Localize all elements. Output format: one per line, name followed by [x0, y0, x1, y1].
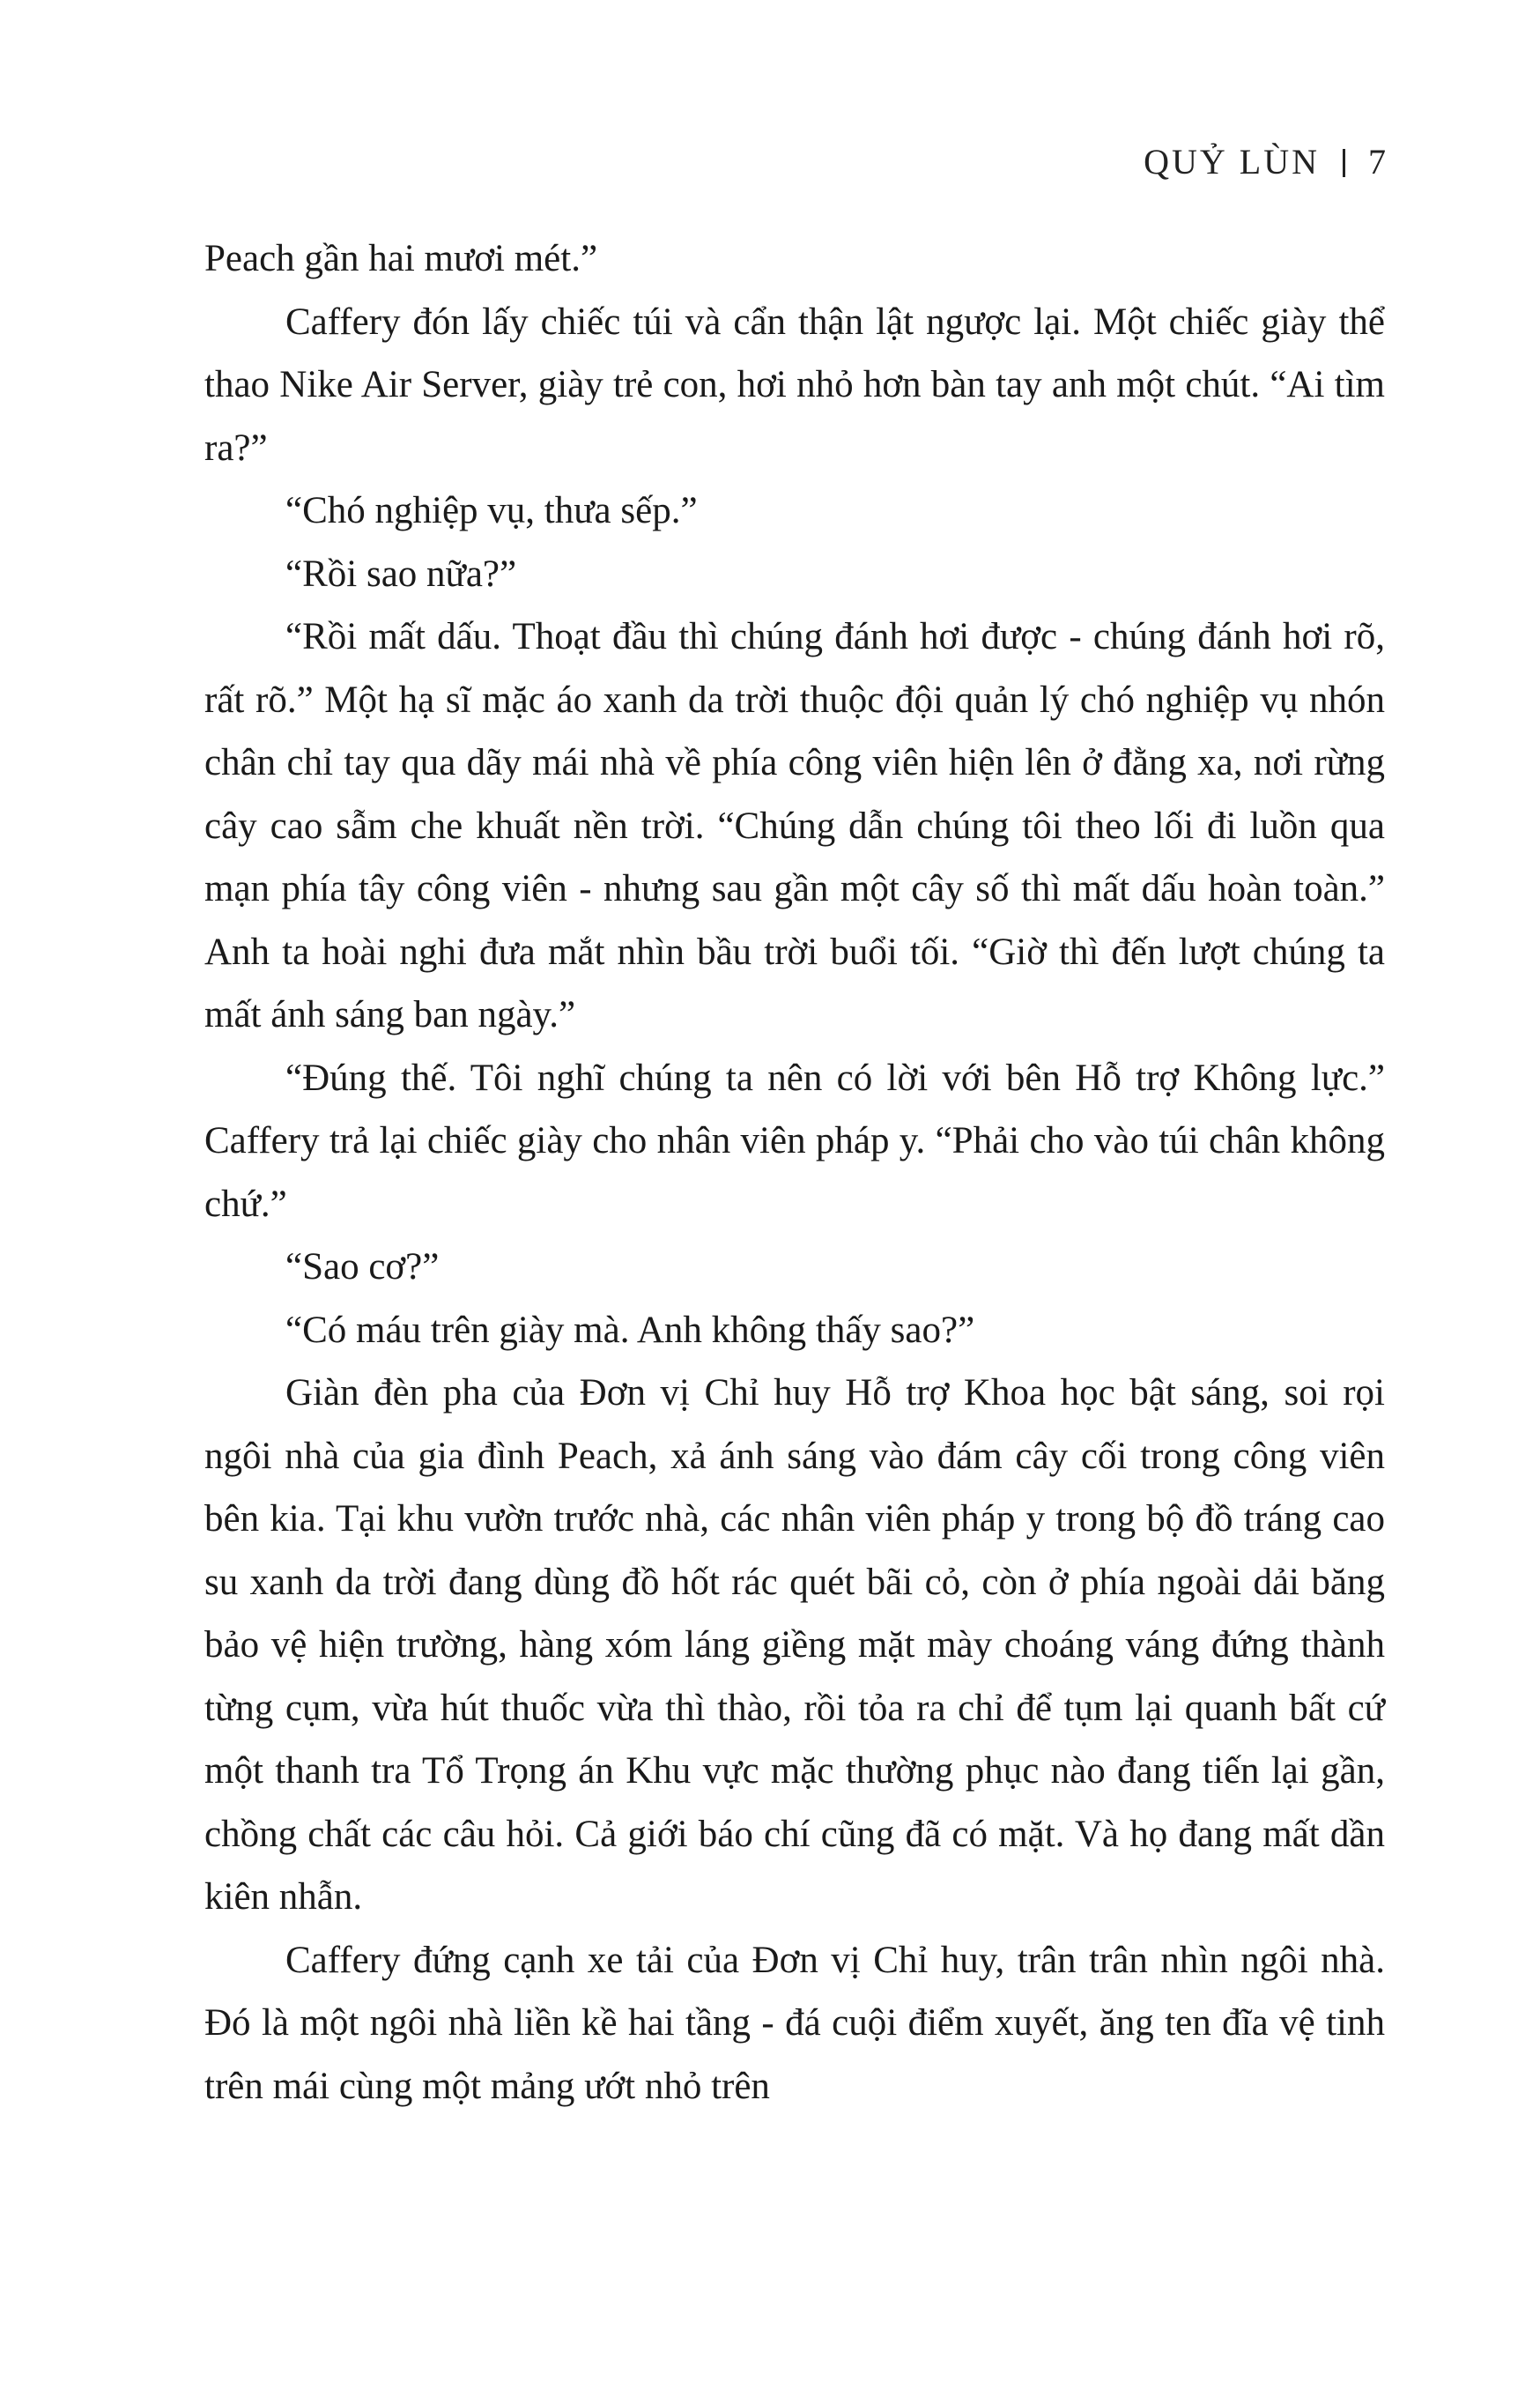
page-number: 7	[1368, 142, 1388, 182]
running-header	[1144, 141, 1388, 182]
header-title: QUỶ LÙN	[1144, 142, 1320, 182]
paragraph: “Rồi sao nữa?”	[285, 553, 517, 595]
header-separator	[1343, 149, 1345, 177]
paragraph: “Đúng thế. Tôi nghĩ chúng ta nên có lời với bên Hỗ trợ Không lực.” Caffery trả lại chiếc giày cho nhân viên pháp y. “Phải cho vào túi chân không chứ.”	[204, 1057, 1385, 1225]
paragraph: “Chó nghiệp vụ, thưa sếp.”	[285, 490, 698, 531]
paragraph: Peach gần hai mươi mét.”	[204, 238, 598, 279]
paragraph: “Có máu trên giày mà. Anh không thấy sao?”	[285, 1309, 975, 1351]
paragraph: Giàn đèn pha của Đơn vị Chỉ huy Hỗ trợ Khoa học bật sáng, soi rọi ngôi nhà của gia đình Peach, xả ánh sáng vào đám cây cối trong công viên bên kia. Tại khu vườn trước nhà, các nhân viên pháp y trong bộ đồ tráng cao su xanh da trời đang dùng đồ hốt rác quét bãi cỏ, còn ở phía ngoài dải băng bảo vệ hiện trường, hàng xóm láng giềng mặt mày choáng váng đứng thành từng cụm, vừa hút thuốc vừa thì thào, rồi tỏa ra chỉ để tụm lại quanh bất cứ một thanh tra Tổ Trọng án Khu vực mặc thường phục nào đang tiến lại gần, chồng chất các câu hỏi. Cả giới báo chí cũng đã có mặt. Và họ đang mất dần kiên nhẫn.	[204, 1372, 1385, 1918]
body-text	[204, 227, 1385, 2118]
paragraph: “Sao cơ?”	[285, 1246, 440, 1288]
paragraph: Caffery đón lấy chiếc túi và cẩn thận lật ngược lại. Một chiếc giày thể thao Nike Air Server, giày trẻ con, hơi nhỏ hơn bàn tay anh một chút. “Ai tìm ra?”	[204, 301, 1385, 469]
paragraph: Caffery đứng cạnh xe tải của Đơn vị Chỉ huy, trân trân nhìn ngôi nhà. Đó là một ngôi nhà liền kề hai tầng - đá cuội điểm xuyết, ăng ten đĩa vệ tinh trên mái cùng một mảng ướt nhỏ trên	[204, 1939, 1385, 2107]
paragraph: “Rồi mất dấu. Thoạt đầu thì chúng đánh hơi được - chúng đánh hơi rõ, rất rõ.” Một hạ sĩ mặc áo xanh da trời thuộc đội quản lý chó nghiệp vụ nhón chân chỉ tay qua dãy mái nhà về phía công viên hiện lên ở đằng xa, nơi rừng cây cao sẫm che khuất nền trời. “Chúng dẫn chúng tôi theo lối đi luồn qua mạn phía tây công viên - nhưng sau gần một cây số thì mất dấu hoàn toàn.” Anh ta hoài nghi đưa mắt nhìn bầu trời buổi tối. “Giờ thì đến lượt chúng ta mất ánh sáng ban ngày.”	[204, 616, 1385, 1035]
